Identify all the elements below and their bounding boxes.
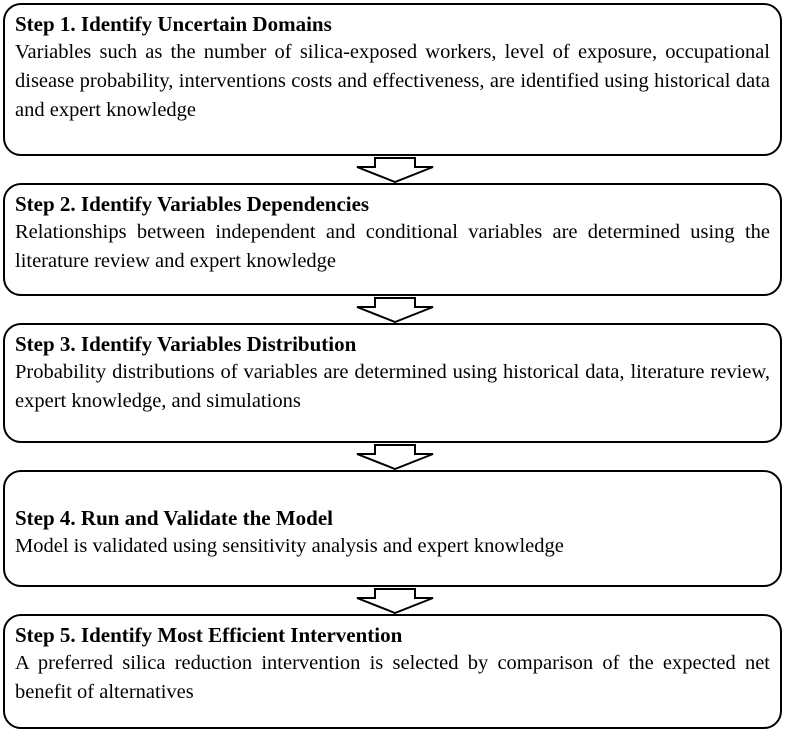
- step-4-title: Step 4. Run and Validate the Model: [15, 506, 333, 530]
- step-4-description: Model is validated using sensitivity analysis and expert knowledge: [15, 535, 564, 557]
- step-3-description: Probability distributions of variables are determined using historical data, literature review, expert knowledge, and simulations: [15, 361, 770, 412]
- step-2-title: Step 2. Identify Variables Dependencies: [15, 192, 370, 216]
- down-arrow-icon: [355, 588, 435, 614]
- step-4-box: [3, 470, 782, 587]
- step-2-description: Relationships between independent and conditional variables are determined using the literature review and expert knowledge: [15, 221, 770, 272]
- step-3-title: Step 3. Identify Variables Distribution: [15, 332, 357, 356]
- step-5-title: Step 5. Identify Most Efficient Intervention: [15, 623, 403, 647]
- step-1-title: Step 1. Identify Uncertain Domains: [15, 12, 332, 36]
- down-arrow-icon: [355, 157, 435, 183]
- step-5-description: A preferred silica reduction intervention is selected by comparison of the expected net benefit of alternatives: [15, 652, 770, 703]
- step-1-description: Variables such as the number of silica-exposed workers, level of exposure, occupational disease probability, interventions costs and effectiveness, are identified using historical data and expert knowledge: [15, 41, 770, 121]
- step-2-box: [3, 183, 782, 296]
- step-1-box: [3, 3, 782, 156]
- down-arrow-icon: [355, 297, 435, 323]
- step-5-box: [3, 614, 782, 729]
- step-3-box: [3, 323, 782, 443]
- down-arrow-icon: [355, 444, 435, 470]
